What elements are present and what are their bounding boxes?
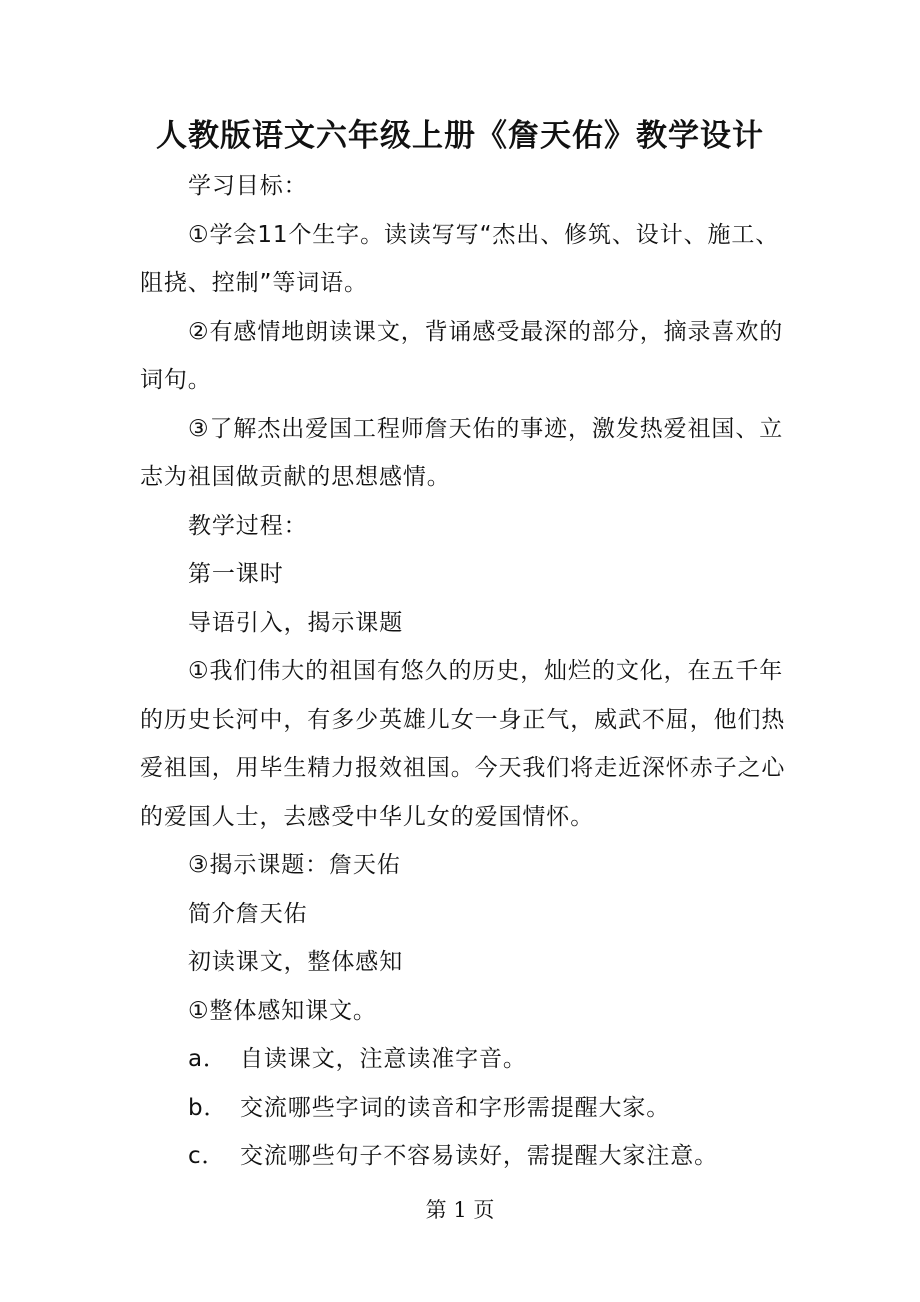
page-number: 第 1 页 bbox=[425, 1198, 495, 1222]
paragraph-goal-1: ①学会11个生字。读读写写“杰出、修筑、设计、施工、阻挠、控制”等词语。 bbox=[140, 221, 780, 296]
list-item-text: 交流哪些句子不容易读好，需提醒大家注意。 bbox=[240, 1143, 718, 1169]
paragraph-intro-text: ①我们伟大的祖国有悠久的历史，灿烂的文化，在五千年的历史长河中，有多少英雄儿女一身正气，威武不屈，他们热爱祖国，用毕生精力报效祖国。今天我们将走近深怀赤子之心的爱国人士，去感受中华儿女的爱国情怀。 bbox=[140, 658, 786, 830]
list-item bbox=[140, 1035, 788, 1084]
paragraph-goal-3: ③了解杰出爱国工程师詹天佑的事迹，激发热爱祖国、立志为祖国做贡献的思想感情。 bbox=[140, 415, 784, 490]
list-item bbox=[140, 1084, 788, 1133]
reading-steps-list bbox=[140, 1035, 788, 1181]
list-item bbox=[140, 1132, 788, 1181]
list-item-marker: c． bbox=[188, 1143, 226, 1169]
paragraph-overall-perception: ①整体感知课文。 bbox=[188, 997, 377, 1024]
paragraph-first-reading-heading: 初读课文，整体感知 bbox=[188, 949, 404, 975]
paragraph-lesson-one: 第一课时 bbox=[188, 561, 284, 587]
list-item-marker: b． bbox=[188, 1094, 228, 1121]
document-title: 人教版语文六年级上册《詹天佑》教学设计 bbox=[156, 118, 764, 154]
list-item-text: 交流哪些字词的读音和字形需提醒大家。 bbox=[240, 1094, 671, 1121]
paragraph-process-heading: 教学过程： bbox=[188, 512, 308, 539]
paragraph-intro-heading: 导语引入，揭示课题 bbox=[188, 609, 404, 636]
paragraph-goal-2: ②有感情地朗读课文，背诵感受最深的部分，摘录喜欢的词句。 bbox=[140, 318, 784, 393]
list-item-marker: a． bbox=[188, 1046, 227, 1072]
document-body bbox=[140, 162, 788, 1181]
list-item-text: 自读课文，注意读准字音。 bbox=[240, 1046, 527, 1072]
paragraph-learning-goals-heading: 学习目标： bbox=[188, 173, 308, 199]
paragraph-reveal-topic: ③揭示课题：詹天佑 bbox=[188, 852, 401, 878]
paragraph-bio-heading: 简介詹天佑 bbox=[188, 900, 308, 927]
